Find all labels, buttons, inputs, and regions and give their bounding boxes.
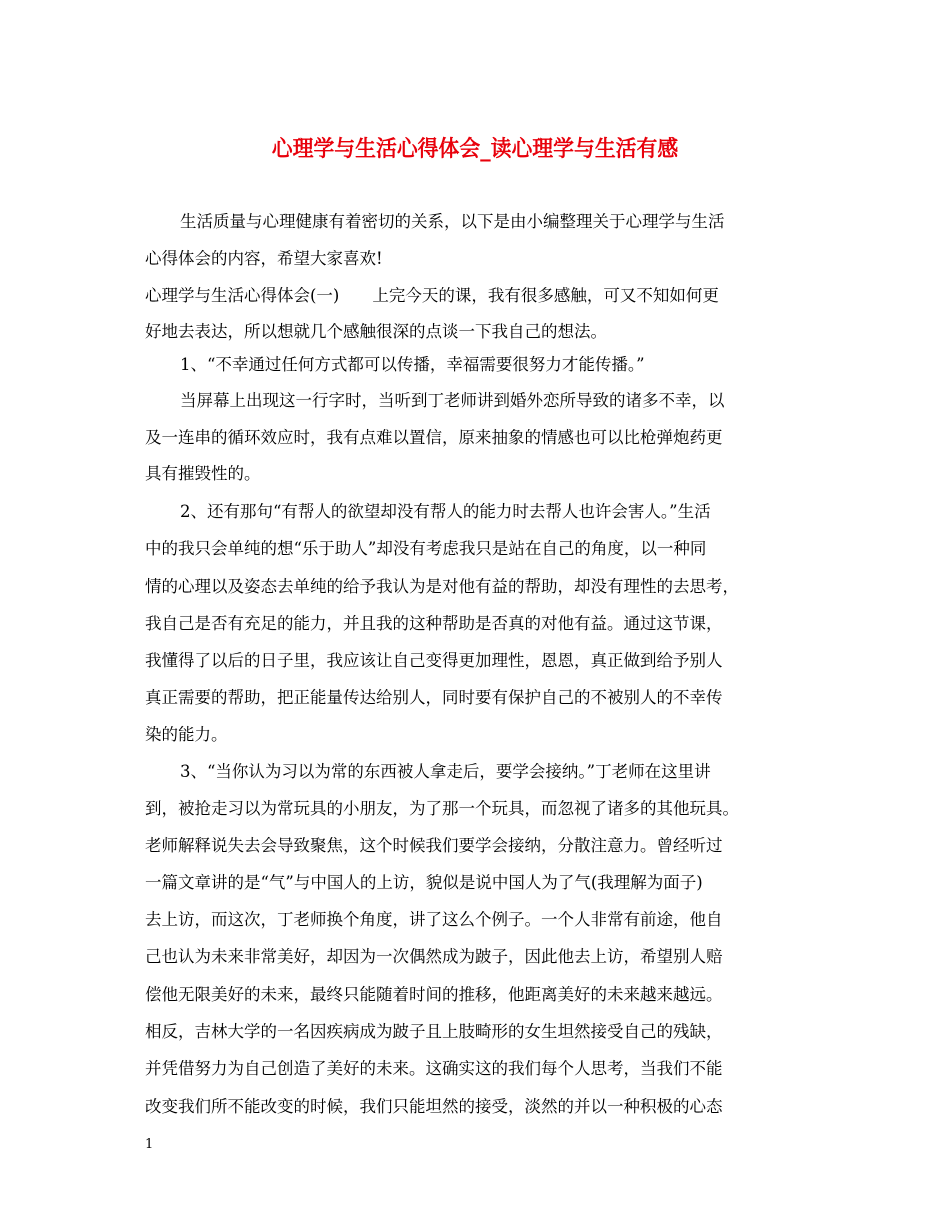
body-text-line: 心得体会的内容，希望大家喜欢!	[145, 249, 383, 268]
page-number: 1	[145, 1137, 154, 1152]
page-title: 心理学与生活心得体会_读心理学与生活有感	[271, 136, 679, 162]
body-text-line: 己也认为未来非常美好，却因为一次偶然成为跛子，因此他去上访，希望别人赔	[145, 947, 723, 966]
body-text-line: 染的能力。	[145, 725, 228, 744]
body-text-line: 3、“当你认为习以为常的东西被人拿走后，要学会接纳。”丁老师在这里讲	[180, 762, 711, 781]
body-text-line: 一篇文章讲的是“气”与中国人的上访，貌似是说中国人为了气(我理解为面子)	[145, 873, 703, 892]
body-text-line: 具有摧毁性的。	[145, 464, 261, 483]
body-text-line: 老师解释说失去会导致聚焦，这个时候我们要学会接纳，分散注意力。曾经听过	[145, 836, 723, 855]
body-text-line: 及一连串的循环效应时，我有点难以置信，原来抽象的情感也可以比枪弹炮药更	[145, 428, 723, 447]
body-text-line: 到，被抢走习以为常玩具的小朋友，为了那一个玩具，而忽视了诸多的其他玩具。	[145, 799, 739, 818]
body-text-line: 情的心理以及姿态去单纯的给予我认为是对他有益的帮助，却没有理性的去思考，	[145, 577, 739, 596]
body-text-line: 我自己是否有充足的能力，并且我的这种帮助是否真的对他有益。通过这节课，	[145, 614, 723, 633]
body-text-line: 偿他无限美好的未来，最终只能随着时间的推移，他距离美好的未来越来越远。	[145, 985, 723, 1004]
body-text-line: 并凭借努力为自己创造了美好的未来。这确实这的我们每个人思考，当我们不能	[145, 1059, 723, 1078]
body-text-line: 真正需要的帮助，把正能量传达给别人，同时要有保护自己的不被别人的不幸传	[145, 688, 723, 707]
body-text-line: 去上访，而这次，丁老师换个角度，讲了这么个例子。一个人非常有前途，他自	[145, 910, 723, 929]
body-text-line: 中的我只会单纯的想“乐于助人”却没有考虑我只是站在自己的角度，以一种同	[145, 539, 707, 558]
body-text-line: 好地去表达，所以想就几个感触很深的点谈一下我自己的想法。	[145, 322, 607, 341]
body-text-line: 我懂得了以后的日子里，我应该让自己变得更加理性，恩恩，真正做到给予别人	[145, 651, 723, 670]
body-text-line: 当屏幕上出现这一行字时，当听到丁老师讲到婚外恋所导致的诸多不幸，以	[180, 391, 725, 410]
body-text-line: 心理学与生活心得体会(一) 上完今天的课，我有很多感触，可又不知如何更	[145, 286, 719, 305]
body-text-line: 生活质量与心理健康有着密切的关系，以下是由小编整理关于心理学与生活	[180, 212, 725, 231]
body-text-line: 相反，吉林大学的一名因疾病成为跛子且上肢畸形的女生坦然接受自己的残缺，	[145, 1022, 723, 1041]
body-text-line: 2、还有那句“有帮人的欲望却没有帮人的能力时去帮人也许会害人。”生活	[180, 502, 711, 521]
body-text-line: 改变我们所不能改变的时候，我们只能坦然的接受，淡然的并以一种积极的心态	[145, 1097, 723, 1116]
body-text-line: 1、“不幸通过任何方式都可以传播，幸福需要很努力才能传播。”	[180, 355, 645, 374]
